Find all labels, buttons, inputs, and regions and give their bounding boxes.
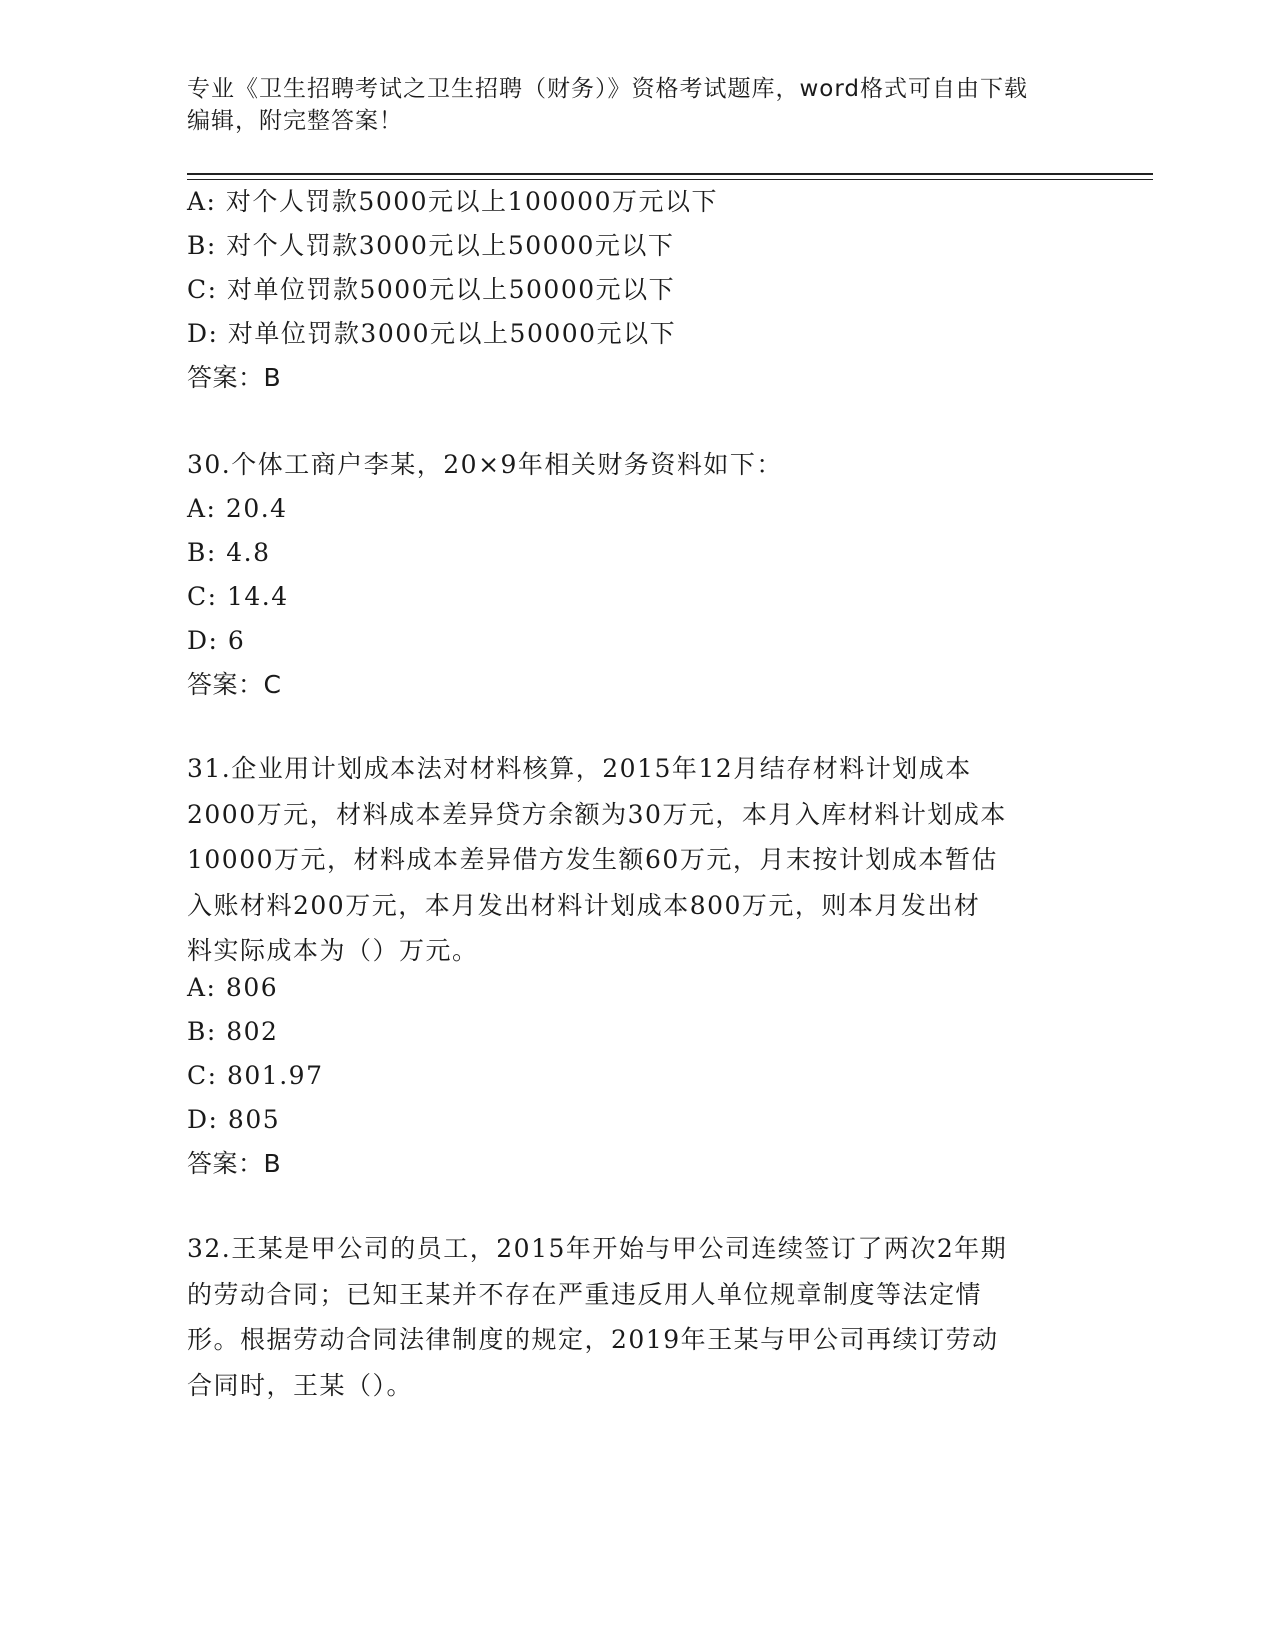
q29-option-c: C: 对单位罚款5000元以上50000元以下 bbox=[187, 275, 676, 304]
q29-option-b: B: 对个人罚款3000元以上50000元以下 bbox=[187, 231, 675, 260]
header-divider-thick bbox=[187, 173, 1153, 175]
q29-answer: 答案：B bbox=[187, 363, 282, 392]
q29-option-a: A: 对个人罚款5000元以上100000万元以下 bbox=[187, 187, 718, 216]
q30-answer: 答案：C bbox=[187, 670, 282, 699]
q32-question-line: 的劳动合同；已知王某并不存在严重违反用人单位规章制度等法定情 bbox=[187, 1279, 983, 1309]
q29-option-d: D: 对单位罚款3000元以上50000元以下 bbox=[187, 319, 677, 348]
document-header bbox=[187, 73, 1067, 137]
q31-question-line: 2000万元，材料成本差异贷方余额为30万元，本月入库材料计划成本 bbox=[187, 799, 1007, 829]
q32-question-line: 合同时，王某（）。 bbox=[187, 1370, 414, 1400]
q31-question-line: 料实际成本为（）万元。 bbox=[187, 936, 479, 965]
q31-question-line: 31.企业用计划成本法对材料核算，2015年12月结存材料计划成本 bbox=[187, 754, 972, 783]
header-line-2: 编辑，附完整答案！ bbox=[187, 108, 403, 134]
q31-answer: 答案：B bbox=[187, 1149, 282, 1178]
q31-option-d: D: 805 bbox=[187, 1105, 281, 1134]
q32-question-line: 32.王某是甲公司的员工，2015年开始与甲公司连续签订了两次2年期 bbox=[187, 1234, 1008, 1263]
q31-option-b: B: 802 bbox=[187, 1017, 279, 1046]
q30-option-b: B: 4.8 bbox=[187, 538, 271, 567]
q31-question-line: 10000万元，材料成本差异借方发生额60万元，月末按计划成本暂估 bbox=[187, 845, 998, 874]
q30-question: 30.个体工商户李某，20×9年相关财务资料如下： bbox=[187, 450, 783, 479]
header-divider-thin bbox=[187, 179, 1153, 180]
q31-question-line: 入账材料200万元，本月发出材料计划成本800万元，则本月发出材 bbox=[187, 890, 981, 920]
q31-option-c: C: 801.97 bbox=[187, 1061, 324, 1090]
q30-option-a: A: 20.4 bbox=[187, 494, 288, 523]
q32-question-line: 形。根据劳动合同法律制度的规定，2019年王某与甲公司再续订劳动 bbox=[187, 1325, 999, 1354]
q30-option-c: C: 14.4 bbox=[187, 582, 289, 611]
q32-question bbox=[187, 1226, 1077, 1408]
q31-option-a: A: 806 bbox=[187, 973, 279, 1002]
q31-question bbox=[187, 746, 1077, 974]
header-line-1: 专业《卫生招聘考试之卫生招聘（财务）》资格考试题库，word格式可自由下载 bbox=[187, 76, 1029, 102]
q30-option-d: D: 6 bbox=[187, 626, 246, 655]
